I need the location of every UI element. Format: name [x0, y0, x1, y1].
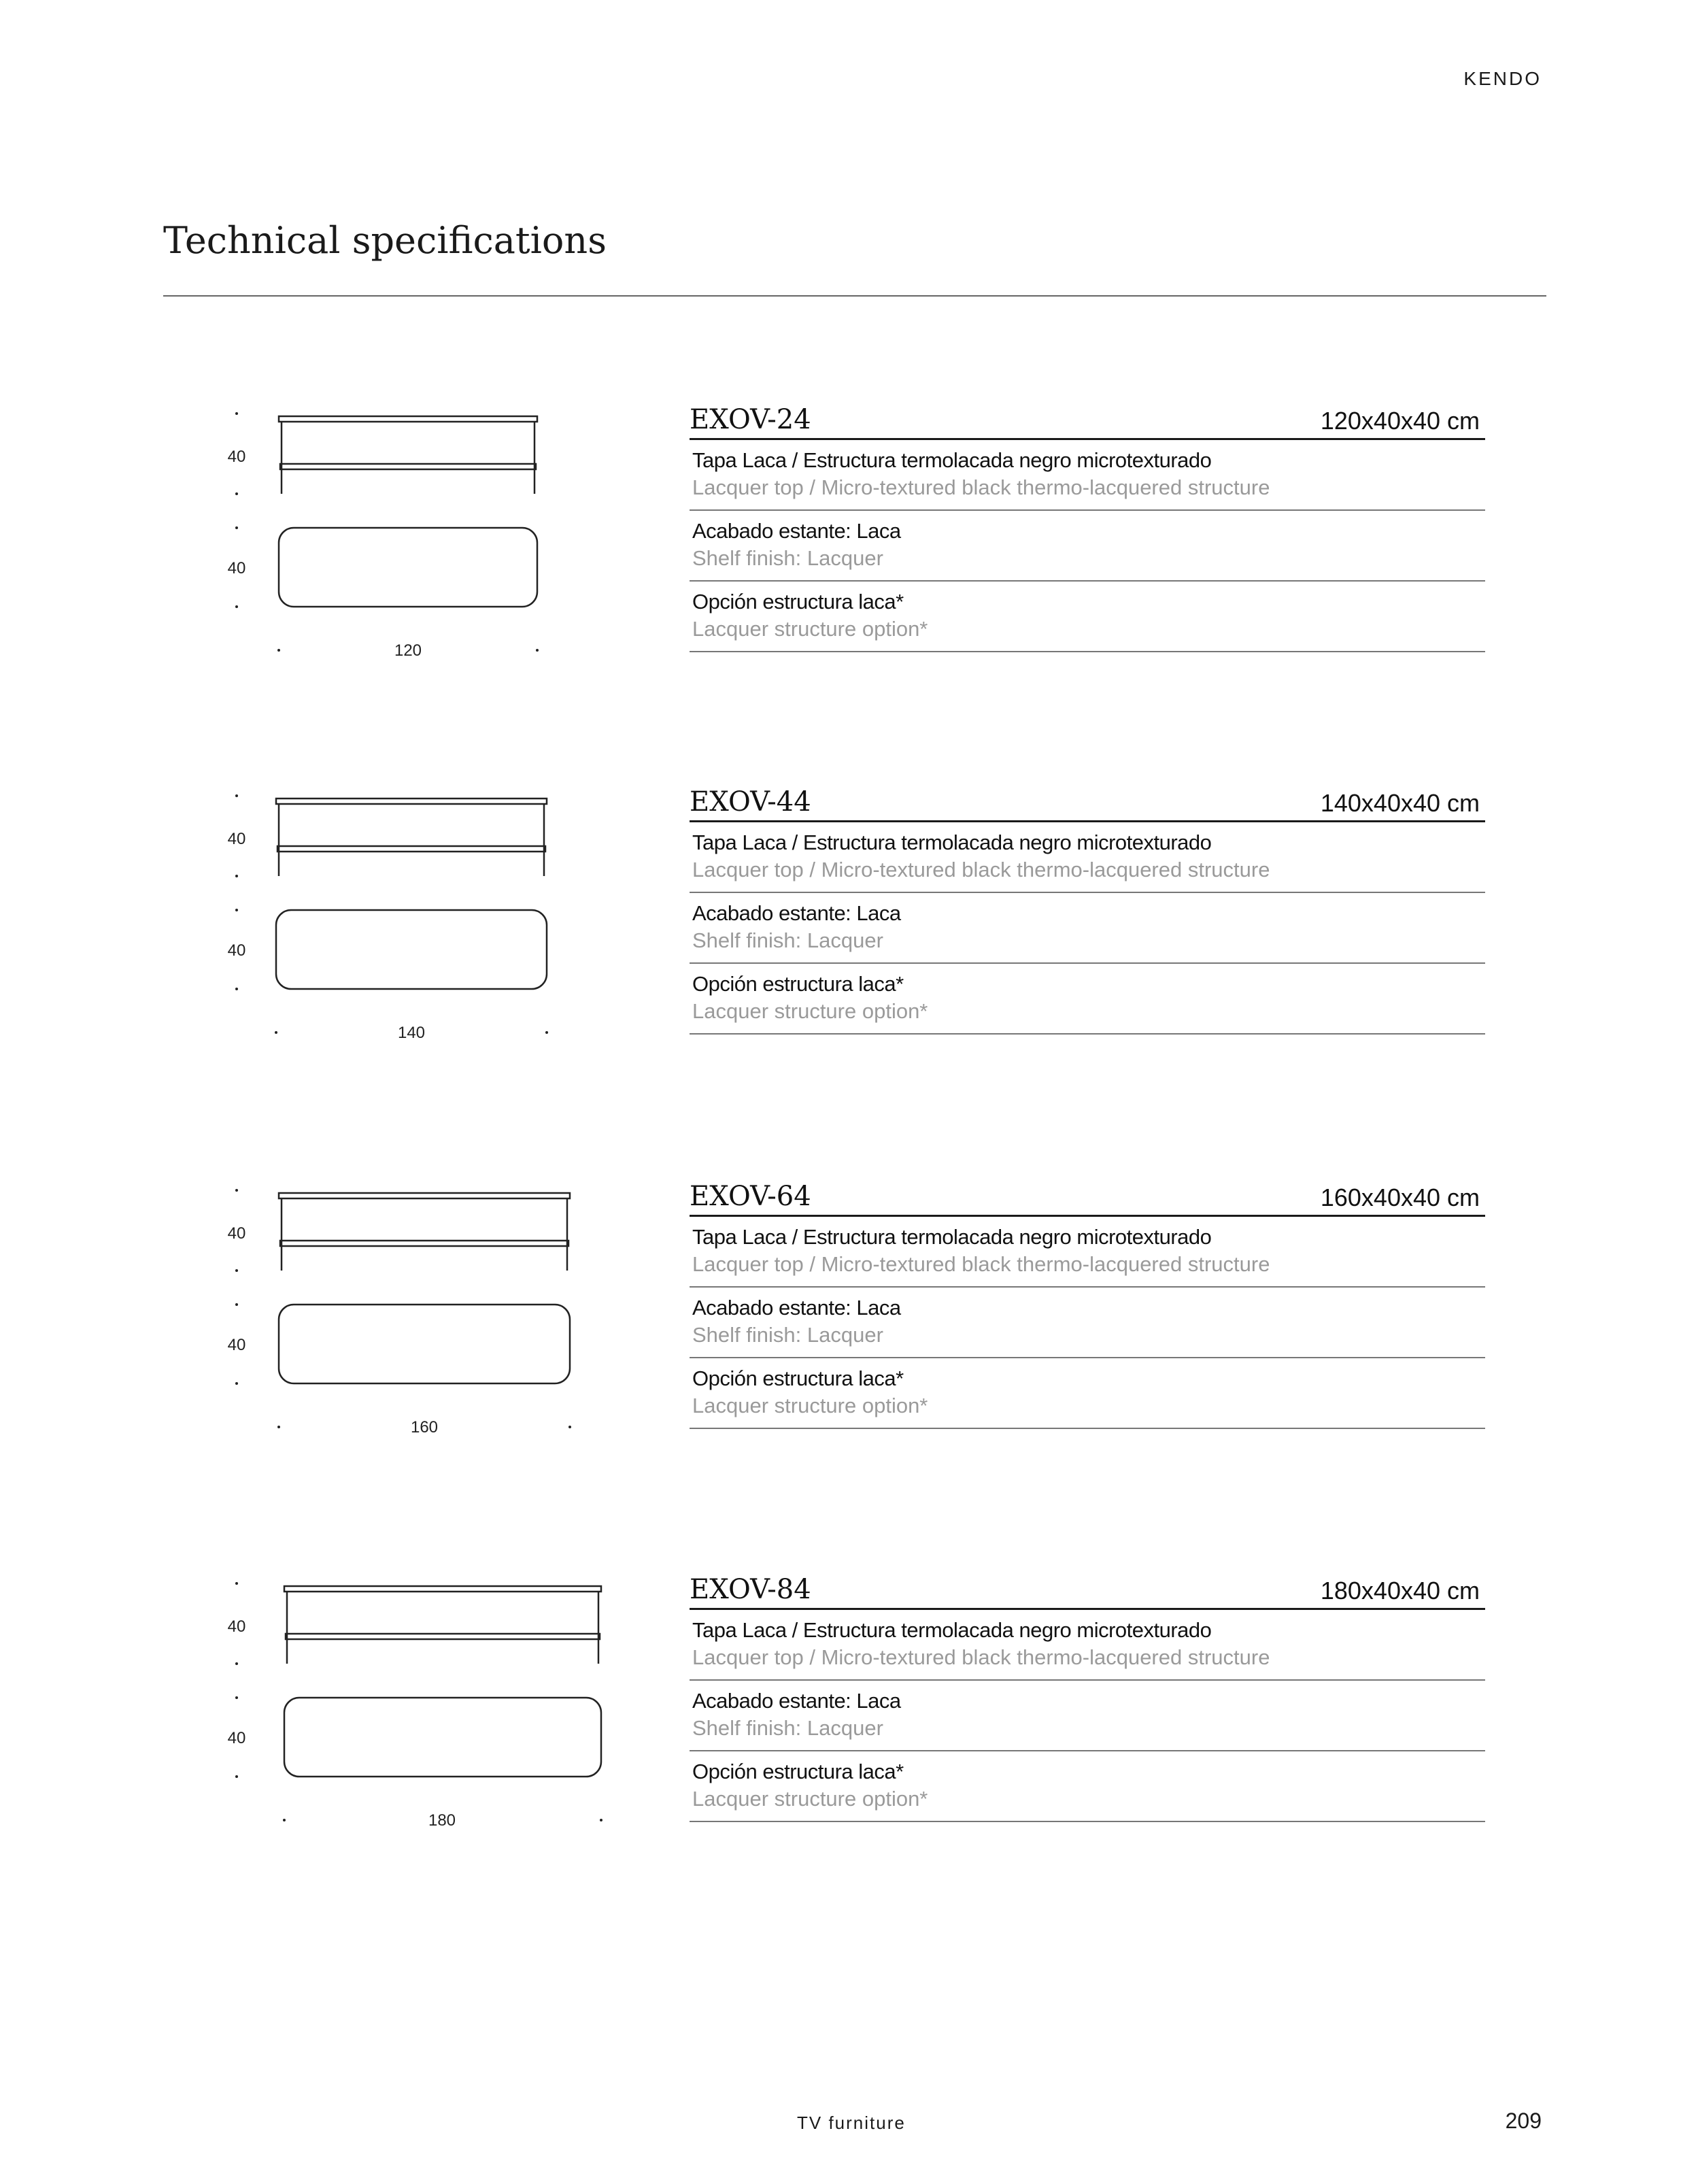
- depth-label: 40: [227, 559, 246, 577]
- product-size: 180x40x40 cm: [1320, 1577, 1480, 1605]
- product-block: [0, 399, 1698, 752]
- spec-row: [690, 582, 1485, 652]
- spec-row: [690, 1751, 1485, 1822]
- plan-top: [276, 910, 547, 989]
- spec-table: [690, 1175, 1485, 1429]
- dim-tick: [235, 875, 238, 877]
- height-label: 40: [227, 830, 246, 848]
- plan-top: [279, 528, 537, 607]
- spec-es: Opción estructura laca*: [692, 1366, 904, 1390]
- front-top: [279, 1193, 570, 1198]
- dim-tick: [235, 1189, 238, 1192]
- dim-tick: [283, 1819, 286, 1821]
- dim-tick: [235, 526, 238, 529]
- spec-es: Opción estructura laca*: [692, 972, 904, 996]
- front-top: [284, 1586, 601, 1592]
- dim-tick: [235, 412, 238, 415]
- spec-header: [690, 781, 1485, 822]
- dim-tick: [235, 1582, 238, 1585]
- drawing-svg: [204, 781, 626, 1066]
- dim-tick: [536, 649, 539, 652]
- spec-en: Lacquer structure option*: [692, 617, 928, 641]
- dim-tick: [235, 988, 238, 990]
- section-label: TV furniture: [797, 2113, 906, 2133]
- spec-es: Tapa Laca / Estructura termolacada negro microtexturado: [692, 448, 1212, 472]
- front-shelf: [280, 1241, 568, 1246]
- dim-tick: [235, 1269, 238, 1272]
- page-number: 209: [1505, 2109, 1542, 2133]
- depth-label: 40: [227, 1729, 246, 1747]
- product-size: 160x40x40 cm: [1320, 1183, 1480, 1211]
- spec-en: Lacquer structure option*: [692, 1787, 928, 1811]
- product-block: [0, 1175, 1698, 1529]
- width-label: 140: [397, 1024, 426, 1042]
- spec-table: [690, 781, 1485, 1035]
- spec-en: Shelf finish: Lacquer: [692, 1716, 883, 1740]
- spec-row: [690, 1610, 1485, 1681]
- spec-header: [690, 1175, 1485, 1217]
- dim-tick: [568, 1426, 571, 1428]
- dim-tick: [235, 605, 238, 608]
- spec-es: Acabado estante: Laca: [692, 1296, 901, 1320]
- product-block: [0, 1568, 1698, 1922]
- dim-tick: [275, 1031, 277, 1034]
- spec-row: [690, 1358, 1485, 1429]
- dim-tick: [600, 1819, 602, 1821]
- spec-row: [690, 822, 1485, 893]
- depth-label: 40: [227, 941, 246, 960]
- technical-drawing: [204, 781, 626, 1066]
- product-code: EXOV-64: [690, 1181, 811, 1212]
- product-block: [0, 781, 1698, 1135]
- title-divider: [163, 295, 1546, 297]
- spec-row: [690, 893, 1485, 964]
- drawing-svg: [204, 1568, 626, 1854]
- plan-top: [284, 1698, 601, 1777]
- front-shelf: [286, 1634, 600, 1639]
- technical-drawing: [204, 1568, 626, 1854]
- spec-row: [690, 1681, 1485, 1751]
- page-title: Technical specifications: [163, 219, 607, 262]
- drawing-svg: [204, 1175, 626, 1461]
- front-shelf: [277, 846, 545, 852]
- front-top: [279, 416, 537, 422]
- front-top: [276, 799, 547, 804]
- spec-es: Tapa Laca / Estructura termolacada negro microtexturado: [692, 1618, 1212, 1642]
- dim-tick: [235, 1303, 238, 1306]
- height-label: 40: [227, 1224, 246, 1243]
- spec-es: Tapa Laca / Estructura termolacada negro microtexturado: [692, 830, 1212, 854]
- dim-tick: [235, 794, 238, 797]
- drawing-svg: [204, 399, 626, 684]
- spec-en: Lacquer structure option*: [692, 1394, 928, 1417]
- spec-header: [690, 399, 1485, 440]
- spec-es: Acabado estante: Laca: [692, 1689, 901, 1713]
- product-size: 120x40x40 cm: [1320, 407, 1480, 435]
- height-label: 40: [227, 448, 246, 466]
- spec-table: [690, 399, 1485, 652]
- technical-drawing: [204, 399, 626, 684]
- spec-en: Lacquer top / Micro-textured black thermo-lacquered structure: [692, 858, 1270, 881]
- spec-en: Lacquer structure option*: [692, 999, 928, 1023]
- dim-tick: [235, 1775, 238, 1778]
- width-label: 160: [410, 1418, 439, 1437]
- width-label: 120: [394, 641, 422, 660]
- dim-tick: [545, 1031, 548, 1034]
- spec-en: Lacquer top / Micro-textured black thermo-lacquered structure: [692, 1252, 1270, 1276]
- spec-row: [690, 440, 1485, 511]
- dim-tick: [235, 492, 238, 495]
- spec-row: [690, 511, 1485, 582]
- dim-tick: [235, 1382, 238, 1385]
- spec-row: [690, 1288, 1485, 1358]
- spec-row: [690, 1217, 1485, 1288]
- depth-label: 40: [227, 1336, 246, 1354]
- plan-top: [279, 1305, 570, 1383]
- spec-row: [690, 964, 1485, 1035]
- spec-en: Lacquer top / Micro-textured black thermo-lacquered structure: [692, 1645, 1270, 1669]
- spec-es: Tapa Laca / Estructura termolacada negro microtexturado: [692, 1225, 1212, 1249]
- spec-header: [690, 1568, 1485, 1610]
- height-label: 40: [227, 1617, 246, 1636]
- spec-en: Lacquer top / Micro-textured black thermo-lacquered structure: [692, 475, 1270, 499]
- spec-es: Opción estructura laca*: [692, 1760, 904, 1783]
- spec-es: Opción estructura laca*: [692, 590, 904, 614]
- spec-table: [690, 1568, 1485, 1822]
- spec-es: Acabado estante: Laca: [692, 519, 901, 543]
- product-code: EXOV-44: [690, 786, 811, 818]
- product-size: 140x40x40 cm: [1320, 789, 1480, 817]
- technical-drawing: [204, 1175, 626, 1461]
- brand-logo: KENDO: [1463, 68, 1542, 89]
- spec-es: Acabado estante: Laca: [692, 901, 901, 925]
- spec-en: Shelf finish: Lacquer: [692, 1323, 883, 1347]
- dim-tick: [235, 1662, 238, 1665]
- dim-tick: [277, 1426, 280, 1428]
- spec-en: Shelf finish: Lacquer: [692, 546, 883, 570]
- width-label: 180: [428, 1811, 456, 1830]
- dim-tick: [277, 649, 280, 652]
- front-shelf: [280, 464, 536, 469]
- product-code: EXOV-24: [690, 404, 811, 435]
- dim-tick: [235, 1696, 238, 1699]
- spec-en: Shelf finish: Lacquer: [692, 928, 883, 952]
- product-code: EXOV-84: [690, 1574, 811, 1605]
- dim-tick: [235, 909, 238, 911]
